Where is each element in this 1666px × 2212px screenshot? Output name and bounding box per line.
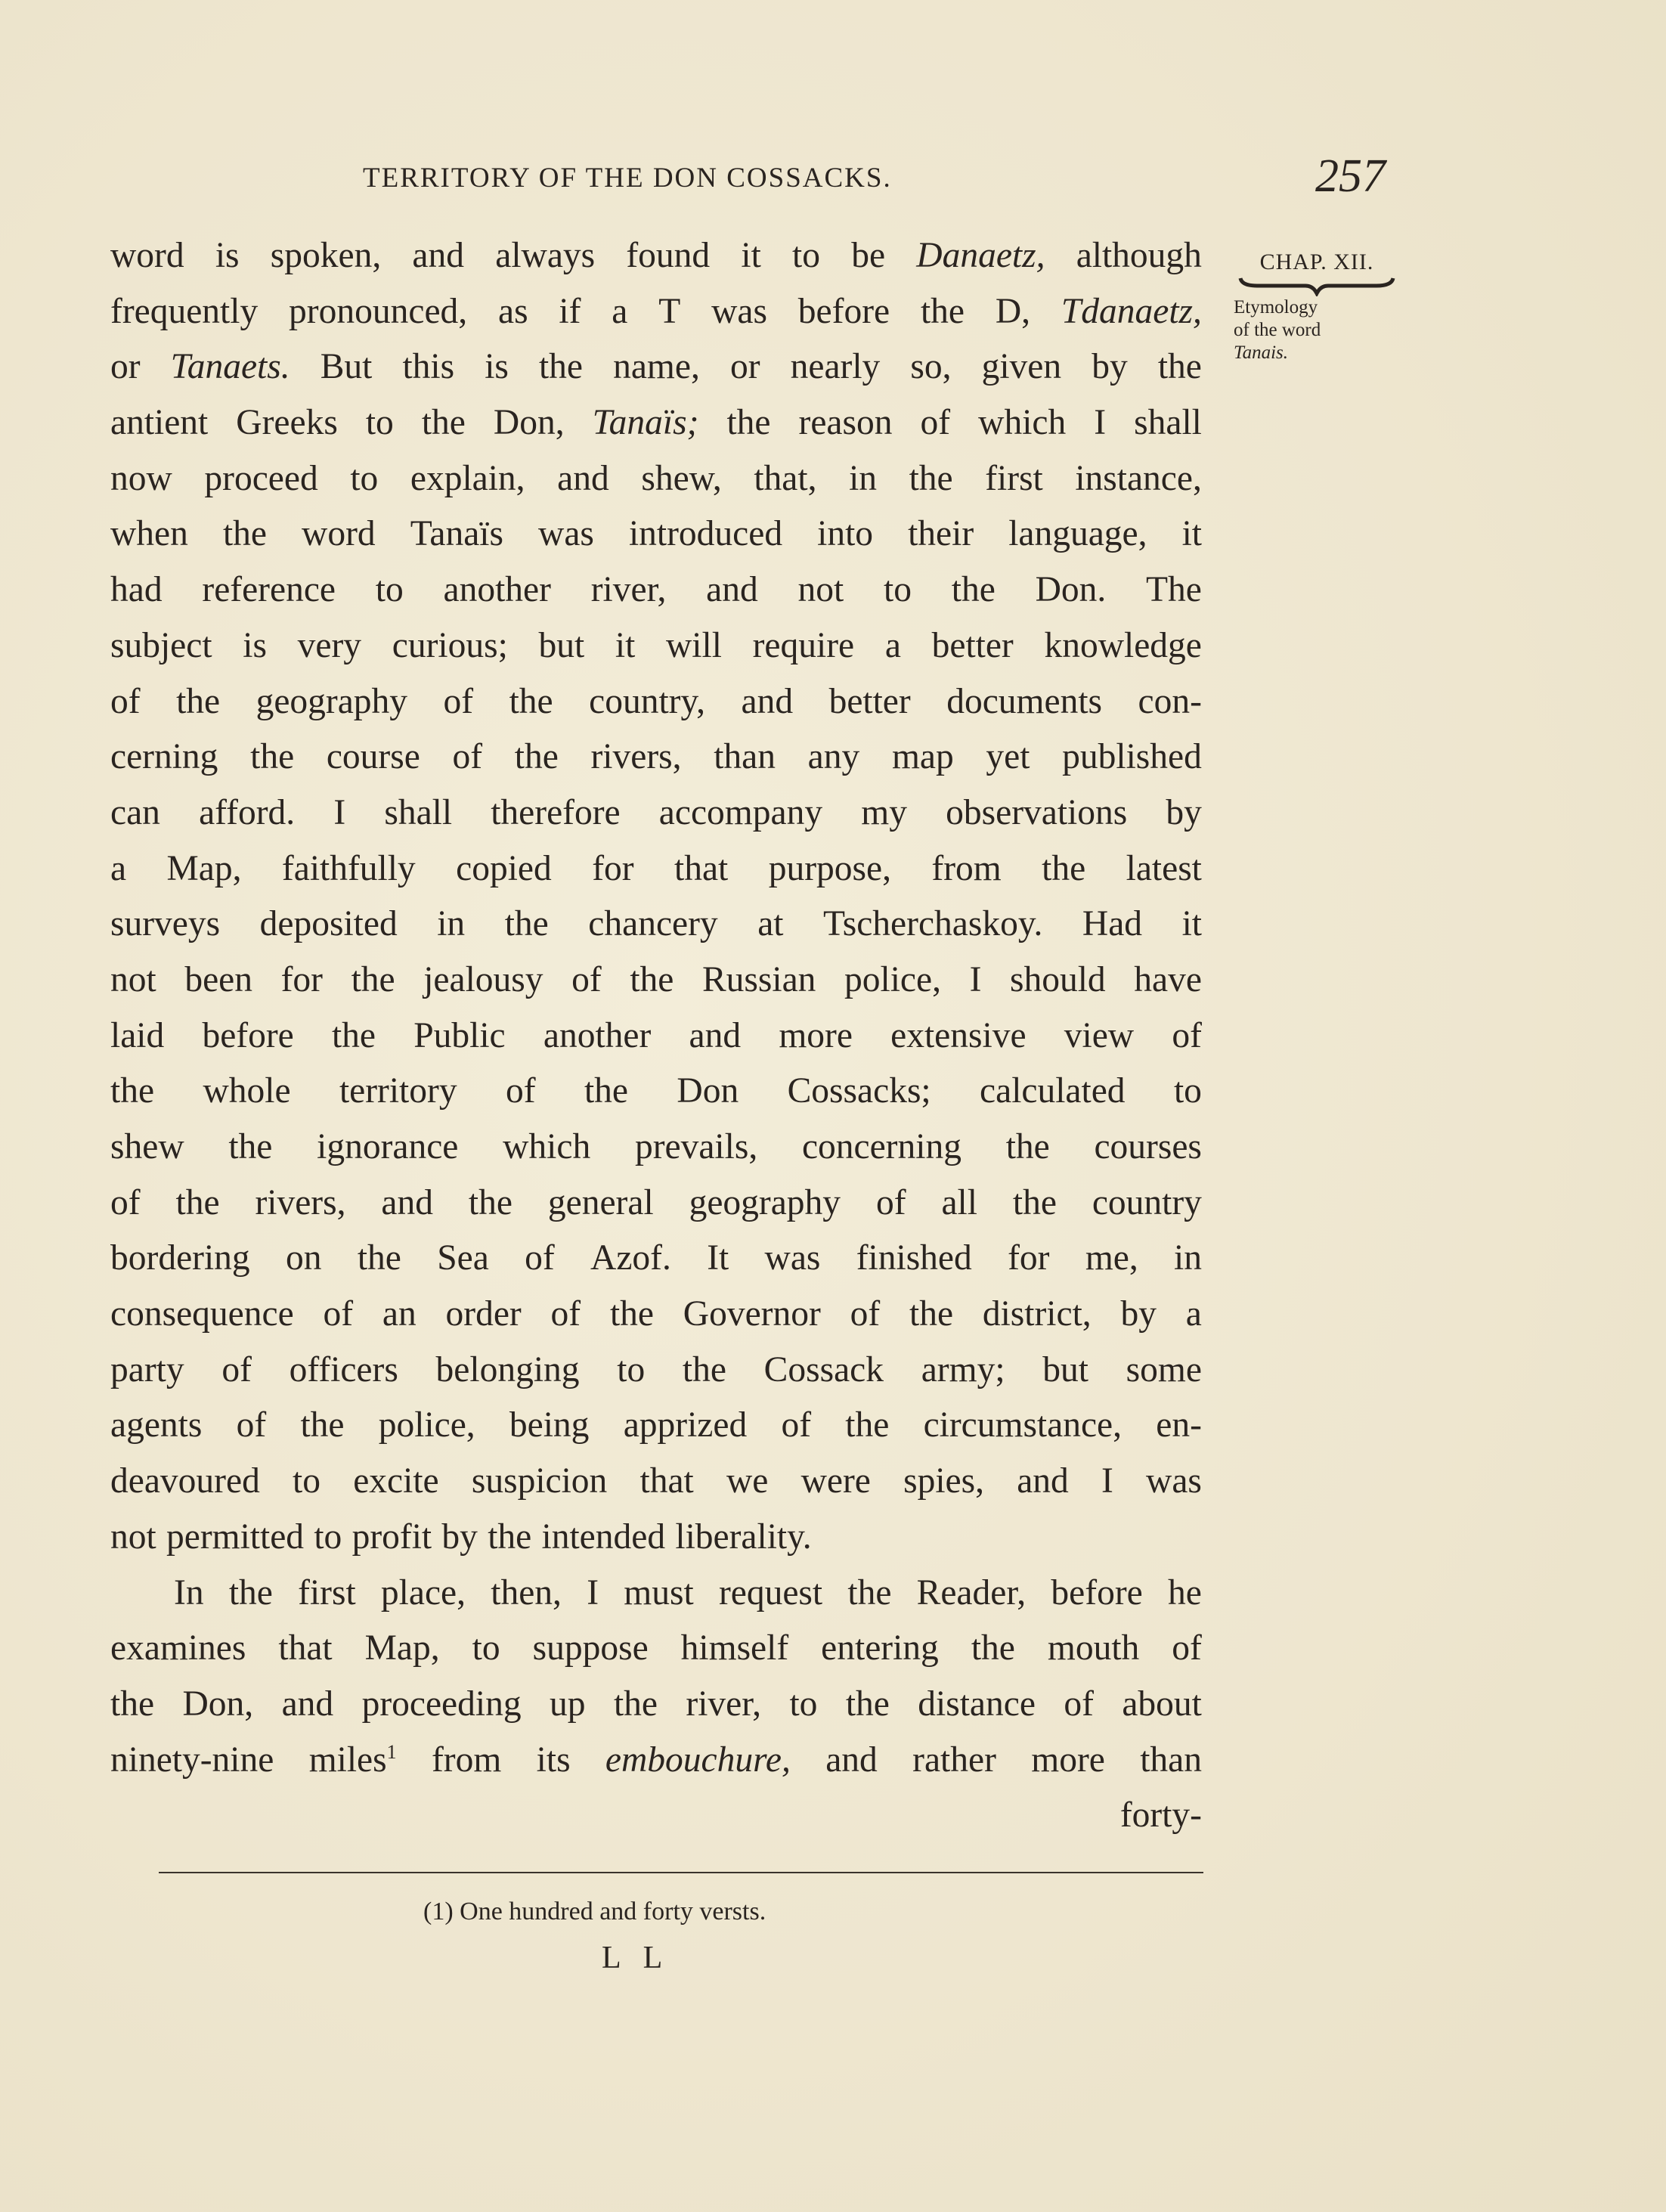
text-line: laid before the Public another and more extensive view of — [110, 1015, 1202, 1055]
margin-note-line-2: of the word — [1234, 320, 1321, 340]
margin-note-line-1: Etymology — [1234, 297, 1318, 318]
text-line: cerning the course of the rivers, than any map yet published — [110, 737, 1202, 777]
text-line: antient Greeks to the Don, Tanaïs; the reason of which I shall — [110, 403, 1202, 443]
text-line: shew the ignorance which prevails, concerning the courses — [110, 1127, 1202, 1166]
text-line: party of officers belonging to the Cossack army; but some — [110, 1349, 1202, 1389]
margin-note-line-3: Tanais. — [1234, 342, 1289, 363]
signature-mark: L L — [602, 1941, 670, 1975]
text-line: examines that Map, to suppose himself entering the mouth of — [110, 1628, 1202, 1668]
text-line: ninety-nine miles$^1$ from its embouchure, and rather more than — [110, 1740, 1202, 1780]
text-line: In the first place, then, I must request the Reader, before he — [174, 1572, 1202, 1613]
text-line: of the geography of the country, and better documents con- — [110, 681, 1202, 721]
margin-note — [1234, 249, 1400, 364]
text-line: or Tanaets. But this is the name, or nearly so, given by the — [110, 347, 1202, 387]
footnote: (1) One hundred and forty versts. — [423, 1898, 766, 1925]
text-line: not permitted to profit by the intended liberality. — [110, 1516, 812, 1557]
running-title: TERRITORY OF THE DON COSSACKS. — [363, 163, 892, 194]
text-line: not been for the jealousy of the Russian police, I should have — [110, 959, 1202, 999]
text-line: when the word Tanaïs was introduced into their language, it — [110, 514, 1202, 554]
brace-ornament — [1237, 277, 1396, 296]
chapter-label: CHAP. XII. — [1259, 249, 1374, 274]
text-line: deavoured to excite suspicion that we were spies, and I was — [110, 1461, 1202, 1501]
text-line: a Map, faithfully copied for that purpose, from the latest — [110, 848, 1202, 888]
text-line: of the rivers, and the general geography of all the country — [110, 1182, 1202, 1222]
text-line: the whole territory of the Don Cossacks; calculated to — [110, 1071, 1202, 1111]
text-line: the Don, and proceeding up the river, to the distance of about — [110, 1684, 1202, 1724]
text-line: word is spoken, and always found it to be Danaetz, although — [110, 236, 1202, 275]
text-line: consequence of an order of the Governor of the district, by a — [110, 1294, 1202, 1334]
page-number: 257 — [1315, 150, 1386, 202]
text-line: forty- — [1119, 1795, 1202, 1836]
footnote-rule — [159, 1872, 1203, 1873]
text-line: surveys deposited in the chancery at Tscherchaskoy. Had it — [110, 904, 1202, 944]
text-line: had reference to another river, and not to the Don. The — [110, 570, 1202, 610]
text-line: bordering on the Sea of Azof. It was finished for me, in — [110, 1238, 1202, 1278]
body-text — [110, 228, 1202, 1844]
text-line: now proceed to explain, and shew, that, in the first instance, — [110, 458, 1202, 498]
text-line: frequently pronounced, as if a T was before the D, Tdanaetz, — [110, 291, 1202, 331]
text-line: agents of the police, being apprized of the circumstance, en- — [110, 1405, 1202, 1445]
text-line: subject is very curious; but it will require a better knowledge — [110, 625, 1202, 665]
text-line: can afford. I shall therefore accompany my observations by — [110, 792, 1202, 832]
